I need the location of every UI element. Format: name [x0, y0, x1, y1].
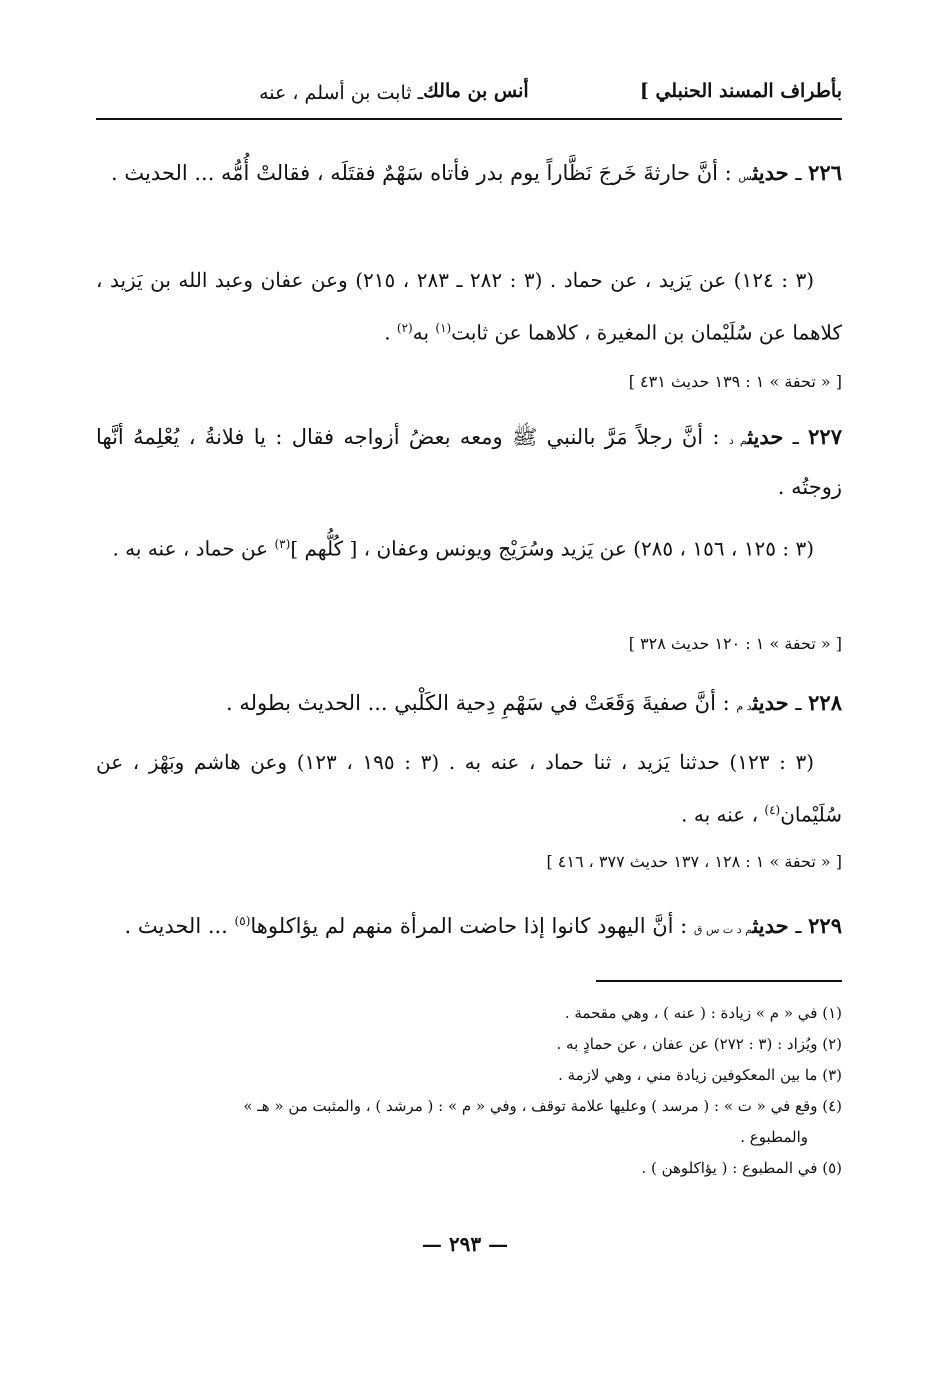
footnote-ref: (٢): [396, 321, 413, 335]
narration-chain-228: (٣ : ١٢٣) حدثنا يَزيد ، ثنا حماد ، عنه به . (٣ : ١٩٥ ، ١٢٣) وعن هاشم وبَهْز ، عن سُلَيْمان$^{(٤)}$ ، عنه به .: [96, 750, 842, 827]
header-book-title: بأطراف المسند الحنبلي ]: [639, 80, 842, 102]
source-marks: س: [738, 170, 753, 183]
hadith-text: أنَّ اليهود كانوا إذا حاضت المرأة منهم لم يؤاكلوها: [250, 914, 674, 938]
hadith-entry-226: ٢٢٦ ـ حديثس : أنَّ حارثةَ خَرجَ نَظَّاراً يوم بدر فأتاه سَهْمٌ فقتَلَه ، فقالتْ أُمُّه ... الحديث .: [111, 160, 842, 185]
source-marks: د م: [736, 700, 753, 713]
source-marks: م د ت س ق: [693, 923, 753, 936]
hadith-text: أنَّ حارثةَ خَرجَ نَظَّاراً يوم بدر فأتاه سَهْمٌ فقتَلَه ، فقالتْ أُمُّه ... الحديث .: [111, 161, 718, 185]
source-marks: م د: [728, 434, 748, 447]
header-section-title: [259, 80, 529, 104]
tuhfa-reference: [ « تحفة » ١ : ١٢٠ حديث ٣٢٨ ]: [628, 634, 842, 653]
footnote-ref: (٥): [234, 914, 251, 928]
hadith-keyword: حديث: [752, 160, 789, 185]
header-narrator-chain: ـ ثابت بن أسلم ، عنه: [259, 82, 424, 104]
hadith-text: أنَّ رجلاً مَرَّ بالنبي ﷺ ومعه بعضُ أزواجه فقال : يا فلانةُ ، يُعْلِمهُ أنَّها زوجتُه .: [96, 425, 842, 499]
hadith-keyword: حديث: [752, 913, 789, 938]
footnote-2: (٢) ويُزاد : (٣ : ٢٧٢) عن عفان ، عن حمادٍ به .: [556, 1035, 842, 1053]
hadith-entry-227: ٢٢٧ ـ حديثم د : أنَّ رجلاً مَرَّ بالنبي ﷺ ومعه بعضُ أزواجه فقال : يا فلانةُ ، يُعْلِمهُ أنَّها زوجتُه .: [96, 424, 842, 499]
hadith-number: ٢٢٧: [808, 424, 842, 449]
footnote-ref: (١): [435, 321, 452, 335]
hadith-number: ٢٢٦: [808, 160, 842, 185]
footnote-ref: (٤): [764, 803, 781, 817]
footnotes: [96, 998, 842, 1184]
footnote-4-continued: والمطبوع .: [740, 1128, 808, 1146]
footnote-4: (٤) وقع في « ت » : ( مرسد ) وعليها علامة توقف ، وفي « م » : ( مرشد ) ، والمثبت من « هـ »: [243, 1097, 842, 1115]
footnote-1: (١) في « م » زيادة : ( عنه ) ، وهي مقحمة .: [564, 1004, 842, 1022]
narration-chain-227: (٣ : ١٢٥ ، ١٥٦ ، ٢٨٥) عن يَزيد وسُرَيْج ويونس وعفان ، [ كُلُّهم ]$^{(٣)}$ عن حماد ، عنه به .: [112, 536, 814, 561]
narration-chain-226: (٣ : ١٢٤) عن يَزيد ، عن حماد . (٣ : ٢٨٢ ـ ٢٨٣ ، ٢١٥) وعن عفان وعبد الله بن يَزيد ، كلاهما عن سُلَيْمان بن المغيرة ، كلاهما عن ثابت$^{(١)}$ به$^{(٢)}$ .: [96, 268, 842, 345]
hadith-entry-228: ٢٢٨ ـ حديثد م : أنَّ صفيةَ وَقَعَتْ في سَهْمِ دِحية الكَلْبي ... الحديث بطوله .: [226, 690, 842, 715]
hadith-keyword: حديث: [747, 424, 784, 449]
hadith-entry-229: ٢٢٩ ـ حديثم د ت س ق : أنَّ اليهود كانوا إذا حاضت المرأة منهم لم يؤاكلوها$^{(٥)}$ ... الحديث .: [124, 913, 842, 938]
hadith-keyword: حديث: [752, 690, 789, 715]
tuhfa-reference: [ « تحفة » ١ : ١٢٨ ، ١٣٧ حديث ٣٧٧ ، ٤١٦ ]: [546, 852, 842, 871]
hadith-number: ٢٢٨: [808, 690, 842, 715]
footnote-divider: [596, 980, 842, 982]
footnote-ref: (٣): [274, 537, 291, 551]
hadith-text: أنَّ صفيةَ وَقَعَتْ في سَهْمِ دِحية الكَلْبي ... الحديث بطوله .: [226, 691, 716, 715]
tuhfa-reference: [ « تحفة » ١ : ١٣٩ حديث ٤٣١ ]: [628, 372, 842, 391]
page-number: — ٢٩٣ —: [421, 1232, 509, 1256]
header-companion-name: أنس بن مالك: [423, 80, 529, 102]
running-header: [96, 78, 842, 120]
footnote-5: (٥) في المطبوع : ( يؤاكلوهن ) .: [641, 1159, 842, 1177]
hadith-number: ٢٢٩: [808, 913, 842, 938]
footnote-3: (٣) ما بين المعكوفين زيادة مني ، وهي لازمة .: [558, 1066, 842, 1084]
